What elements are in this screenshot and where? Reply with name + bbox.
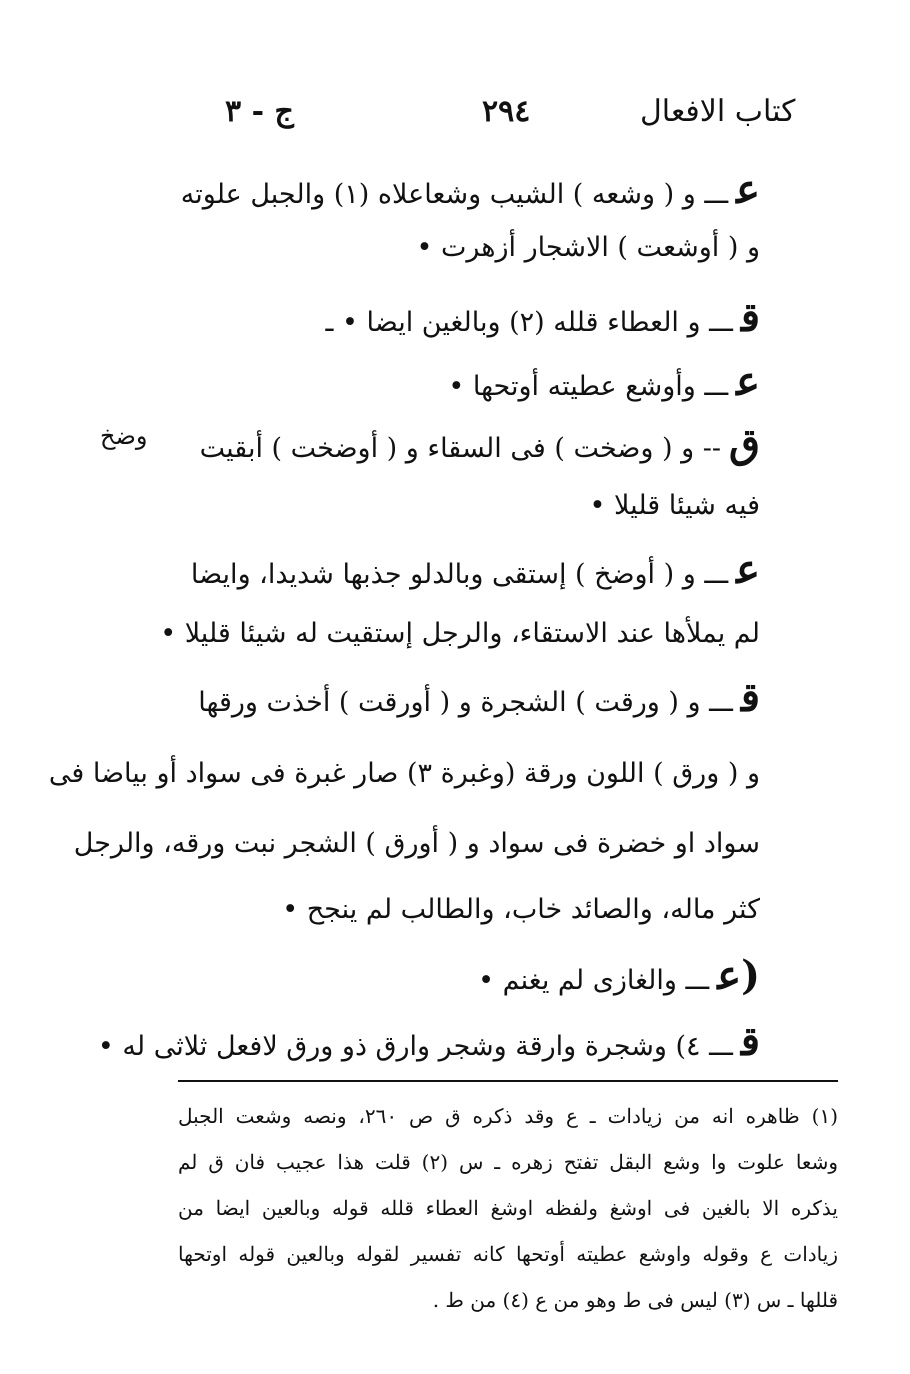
line-text: ـــ و ( ورقت ) الشجرة و ( أورقت ) أخذت ورقها bbox=[198, 687, 733, 718]
entry-marker: ق bbox=[740, 674, 760, 721]
line-text: ـــ و ( وشعه ) الشيب وشعاعلاه (١) والجبل علوته bbox=[180, 179, 729, 210]
body-line-10 bbox=[48, 754, 760, 794]
line-text: فيه شيئا قليلا • bbox=[589, 490, 760, 521]
page-number: ٢٩٤ bbox=[482, 94, 531, 129]
body-line-14 bbox=[97, 1018, 760, 1067]
body-line-9 bbox=[150, 674, 760, 723]
body-line-7 bbox=[150, 546, 760, 595]
book-title: كتاب الافعال bbox=[640, 94, 796, 129]
line-text: سواد او خضرة فى سواد و ( أورق ) الشجر نبت ورقه، والرجل bbox=[73, 828, 760, 859]
footnote-divider bbox=[178, 1080, 838, 1082]
margin-note: وضخ bbox=[100, 422, 148, 450]
footnote-line-1: (١) ظاهره انه من زيادات ـ ع وقد ذكره ق ص ٢٦٠، ونصه وشعت الجبل bbox=[178, 1104, 838, 1128]
body-line-3 bbox=[150, 294, 760, 343]
entry-marker: ع bbox=[736, 166, 760, 213]
line-text: ـــ والغازى لم يغنم • bbox=[478, 965, 710, 996]
entry-marker: ق bbox=[740, 294, 760, 341]
body-line-2 bbox=[150, 228, 760, 268]
entry-marker: (ع bbox=[717, 952, 760, 999]
line-text: ـــ و ( أوضخ ) إستقى وبالدلو جذبها شديدا، وايضا bbox=[190, 559, 729, 590]
entry-marker: ع bbox=[736, 358, 760, 405]
body-line-8 bbox=[150, 614, 760, 654]
line-text: ـــ ٤) وشجرة وارقة وشجر وارق ذو ورق لافعل ثلاثى له • bbox=[97, 1031, 733, 1062]
body-line-4 bbox=[150, 358, 760, 407]
body-line-6 bbox=[150, 486, 760, 526]
line-text: كثر ماله، والصائد خاب، والطالب لم ينجح • bbox=[282, 894, 760, 925]
footnote-line-5: قللها ـ س (٣) ليس فى ط وهو من ع (٤) من ط . bbox=[432, 1288, 838, 1312]
footnote-line-4: زيادات ع وقوله واوشع عطيته أوتحها كانه تفسير لقوله وبالعين قوله اوتحها bbox=[178, 1242, 838, 1266]
line-text: ـــ وأوشع عطيته أوتحها • bbox=[448, 371, 729, 402]
line-text: و ( ورق ) اللون ورقة (وغبرة ٣) صار غبرة فى سواد أو بياضا فى bbox=[48, 758, 760, 789]
line-text: و ( أوشعت ) الاشجار أزهرت • bbox=[416, 232, 760, 263]
line-text: -- و ( وضخت ) فى السقاء و ( أوضخت ) أبقيت bbox=[199, 433, 721, 464]
footnote-line-3: يذكره الا بالغين فى اوشغ ولفظه اوشغ العطاء قلله قوله وبالعين ايضا من bbox=[178, 1196, 838, 1220]
body-line-12 bbox=[150, 890, 760, 930]
body-line-1 bbox=[150, 166, 760, 215]
body-line-13 bbox=[150, 952, 760, 1001]
entry-marker: ق bbox=[728, 420, 760, 467]
volume-label: ج - ٣ bbox=[225, 94, 294, 129]
entry-marker: ع bbox=[736, 546, 760, 593]
footnote-line-2: وشعا علوت وا وشع البقل تفتح زهره ـ س (٢) قلت هذا عجيب فان ق لم bbox=[178, 1150, 838, 1174]
body-line-11 bbox=[73, 824, 760, 864]
entry-marker: ق bbox=[740, 1018, 760, 1065]
body-line-5 bbox=[150, 420, 760, 469]
line-text: ـــ و العطاء قلله (٢) وبالغين ايضا • ـ bbox=[325, 307, 733, 338]
line-text: لم يملأها عند الاستقاء، والرجل إستقيت له شيئا قليلا • bbox=[160, 618, 760, 649]
